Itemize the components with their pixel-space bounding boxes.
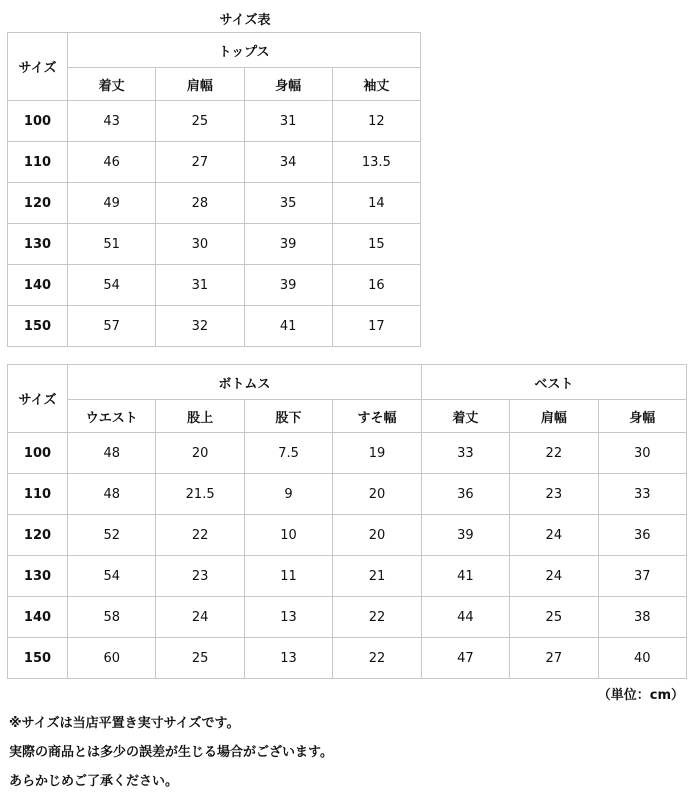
value-cell: 20 <box>333 474 421 515</box>
value-cell: 39 <box>244 265 332 306</box>
value-cell: 21 <box>333 556 421 597</box>
value-cell: 23 <box>156 556 244 597</box>
value-cell: 23 <box>510 474 598 515</box>
value-cell: 16 <box>332 265 420 306</box>
value-cell: 41 <box>244 306 332 347</box>
table-row <box>8 515 687 556</box>
value-cell: 30 <box>156 224 244 265</box>
value-cell: 35 <box>244 183 332 224</box>
value-cell: 22 <box>156 515 244 556</box>
value-cell: 57 <box>68 306 156 347</box>
group-header: ボトムス <box>68 365 422 400</box>
size-cell: 130 <box>8 224 68 265</box>
header-row-columns <box>8 400 687 433</box>
note-line-1: ※サイズは当店平置き実寸サイズです。 <box>9 716 240 731</box>
value-cell: 39 <box>244 224 332 265</box>
header-row-columns <box>8 68 421 101</box>
value-cell: 58 <box>68 597 156 638</box>
value-cell: 13 <box>244 638 332 679</box>
value-cell: 38 <box>598 597 686 638</box>
table-row <box>8 556 687 597</box>
table-row <box>8 265 421 306</box>
note-line-3: あらかじめご了承ください。 <box>9 774 179 789</box>
value-cell: 27 <box>510 638 598 679</box>
value-cell: 10 <box>244 515 332 556</box>
value-cell: 39 <box>421 515 509 556</box>
value-cell: 33 <box>421 433 509 474</box>
value-cell: 14 <box>332 183 420 224</box>
value-cell: 22 <box>333 597 421 638</box>
value-cell: 49 <box>68 183 156 224</box>
value-cell: 43 <box>68 101 156 142</box>
size-cell: 140 <box>8 265 68 306</box>
column-header: 股下 <box>244 400 332 433</box>
group-header: ベスト <box>421 365 686 400</box>
size-cell: 120 <box>8 183 68 224</box>
size-cell: 100 <box>8 433 68 474</box>
value-cell: 15 <box>332 224 420 265</box>
column-header: 身幅 <box>244 68 332 101</box>
size-cell: 140 <box>8 597 68 638</box>
value-cell: 7.5 <box>244 433 332 474</box>
tops-size-table <box>7 32 421 347</box>
size-cell: 120 <box>8 515 68 556</box>
value-cell: 12 <box>332 101 420 142</box>
value-cell: 25 <box>156 101 244 142</box>
table-row <box>8 638 687 679</box>
column-header: 股上 <box>156 400 244 433</box>
value-cell: 25 <box>510 597 598 638</box>
value-cell: 20 <box>333 515 421 556</box>
value-cell: 25 <box>156 638 244 679</box>
size-cell: 150 <box>8 638 68 679</box>
size-cell: 110 <box>8 142 68 183</box>
value-cell: 21.5 <box>156 474 244 515</box>
table-row <box>8 183 421 224</box>
value-cell: 11 <box>244 556 332 597</box>
column-header: 着丈 <box>68 68 156 101</box>
column-header: ウエスト <box>68 400 156 433</box>
value-cell: 20 <box>156 433 244 474</box>
value-cell: 22 <box>510 433 598 474</box>
value-cell: 37 <box>598 556 686 597</box>
value-cell: 31 <box>156 265 244 306</box>
value-cell: 46 <box>68 142 156 183</box>
bottoms-vest-size-table <box>7 364 687 679</box>
value-cell: 27 <box>156 142 244 183</box>
column-header: 身幅 <box>598 400 686 433</box>
table-row <box>8 101 421 142</box>
value-cell: 31 <box>244 101 332 142</box>
value-cell: 17 <box>332 306 420 347</box>
value-cell: 30 <box>598 433 686 474</box>
value-cell: 48 <box>68 474 156 515</box>
table-row <box>8 142 421 183</box>
column-header: 肩幅 <box>156 68 244 101</box>
value-cell: 51 <box>68 224 156 265</box>
value-cell: 13 <box>244 597 332 638</box>
value-cell: 52 <box>68 515 156 556</box>
size-cell: 130 <box>8 556 68 597</box>
value-cell: 54 <box>68 556 156 597</box>
header-row-groups <box>8 33 421 68</box>
value-cell: 24 <box>156 597 244 638</box>
size-cell: 100 <box>8 101 68 142</box>
column-header: 着丈 <box>421 400 509 433</box>
size-column-header: サイズ <box>8 365 68 433</box>
value-cell: 60 <box>68 638 156 679</box>
value-cell: 33 <box>598 474 686 515</box>
note-line-2: 実際の商品とは多少の誤差が生じる場合がございます。 <box>9 745 333 760</box>
value-cell: 47 <box>421 638 509 679</box>
page-title: サイズ表 <box>219 13 271 28</box>
value-cell: 24 <box>510 556 598 597</box>
value-cell: 24 <box>510 515 598 556</box>
table-row <box>8 433 687 474</box>
size-column-header: サイズ <box>8 33 68 101</box>
table-row <box>8 224 421 265</box>
value-cell: 48 <box>68 433 156 474</box>
table-row <box>8 474 687 515</box>
value-cell: 44 <box>421 597 509 638</box>
value-cell: 28 <box>156 183 244 224</box>
column-header: 袖丈 <box>332 68 420 101</box>
value-cell: 40 <box>598 638 686 679</box>
value-cell: 22 <box>333 638 421 679</box>
size-cell: 110 <box>8 474 68 515</box>
value-cell: 32 <box>156 306 244 347</box>
unit-label: （単位：cm） <box>597 688 684 703</box>
value-cell: 54 <box>68 265 156 306</box>
table-row <box>8 306 421 347</box>
value-cell: 13.5 <box>332 142 420 183</box>
size-cell: 150 <box>8 306 68 347</box>
value-cell: 36 <box>421 474 509 515</box>
value-cell: 9 <box>244 474 332 515</box>
value-cell: 41 <box>421 556 509 597</box>
header-row-groups <box>8 365 687 400</box>
table-row <box>8 597 687 638</box>
value-cell: 36 <box>598 515 686 556</box>
column-header: すそ幅 <box>333 400 421 433</box>
group-header: トップス <box>68 33 421 68</box>
value-cell: 34 <box>244 142 332 183</box>
column-header: 肩幅 <box>510 400 598 433</box>
value-cell: 19 <box>333 433 421 474</box>
